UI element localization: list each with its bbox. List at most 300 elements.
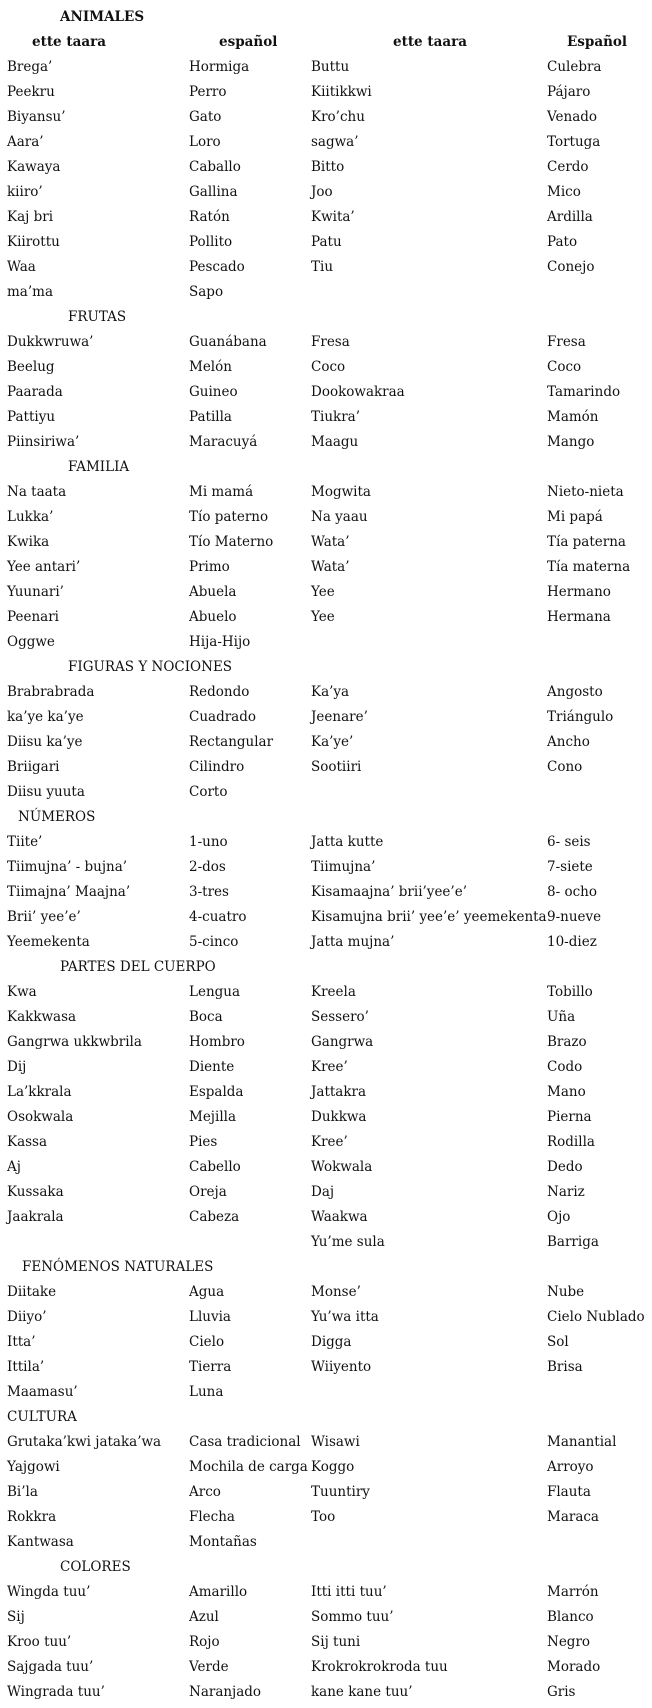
ette-taara-term: Oggwe bbox=[7, 634, 55, 650]
spanish-term: Gris bbox=[547, 1684, 576, 1700]
ette-taara-term: Waa bbox=[7, 259, 36, 275]
vocabulary-row bbox=[0, 1105, 652, 1130]
spanish-term: 10-diez bbox=[547, 934, 597, 950]
ette-taara-term: Gangrwa ukkwbrila bbox=[7, 1034, 142, 1050]
spanish-term: Mico bbox=[547, 184, 581, 200]
ette-taara-term: Gangrwa bbox=[311, 1034, 374, 1050]
ette-taara-term: Diisu yuuta bbox=[7, 784, 85, 800]
ette-taara-term: Piinsiriwa’ bbox=[7, 434, 80, 450]
section-title-row bbox=[0, 955, 652, 980]
spanish-term: Boca bbox=[189, 1009, 223, 1025]
spanish-term: Tobillo bbox=[547, 984, 593, 1000]
spanish-term: Tierra bbox=[189, 1359, 232, 1375]
spanish-term: Tamarindo bbox=[547, 384, 621, 400]
spanish-term: Hombro bbox=[189, 1034, 245, 1050]
ette-taara-term: Kiitikkwi bbox=[311, 84, 372, 100]
vocabulary-row bbox=[0, 1455, 652, 1480]
spanish-term: Tío Materno bbox=[189, 534, 274, 550]
section-title: CULTURA bbox=[7, 1409, 77, 1425]
vocabulary-row bbox=[0, 730, 652, 755]
spanish-term: Perro bbox=[189, 84, 227, 100]
section-title-row bbox=[0, 455, 652, 480]
vocabulary-row bbox=[0, 1205, 652, 1230]
spanish-term: Codo bbox=[547, 1059, 583, 1075]
ette-taara-term: Yuunari’ bbox=[7, 584, 64, 600]
spanish-term: Montañas bbox=[189, 1534, 257, 1550]
ette-taara-term: Yee bbox=[311, 609, 335, 625]
ette-taara-term: Brii’ yee’e’ bbox=[7, 909, 81, 925]
ette-taara-term: Tiu bbox=[311, 259, 334, 275]
spanish-term: Abuelo bbox=[189, 609, 237, 625]
vocabulary-row bbox=[0, 680, 652, 705]
ette-taara-term: Rokkra bbox=[7, 1509, 57, 1525]
vocabulary-row bbox=[0, 630, 652, 655]
section-title-row bbox=[0, 655, 652, 680]
spanish-term: Flauta bbox=[547, 1484, 591, 1500]
vocabulary-row bbox=[0, 1330, 652, 1355]
vocabulary-row bbox=[0, 1155, 652, 1180]
spanish-term: Venado bbox=[547, 109, 598, 125]
vocabulary-row bbox=[0, 1480, 652, 1505]
spanish-term: 6- seis bbox=[547, 834, 591, 850]
vocabulary-row bbox=[0, 1305, 652, 1330]
spanish-term: Brisa bbox=[547, 1359, 583, 1375]
ette-taara-term: Maagu bbox=[311, 434, 359, 450]
ette-taara-term: Daj bbox=[311, 1184, 335, 1200]
spanish-term: Ancho bbox=[547, 734, 590, 750]
ette-taara-term: Bi’la bbox=[7, 1484, 38, 1500]
ette-taara-term: Sommo tuu’ bbox=[311, 1609, 394, 1625]
ette-taara-term: Kantwasa bbox=[7, 1534, 74, 1550]
ette-taara-term: Wisawi bbox=[311, 1434, 360, 1450]
spanish-term: 4-cuatro bbox=[189, 909, 247, 925]
vocabulary-row bbox=[0, 230, 652, 255]
ette-taara-term: Wata’ bbox=[311, 559, 350, 575]
vocabulary-row bbox=[0, 1280, 652, 1305]
vocabulary-row bbox=[0, 405, 652, 430]
ette-taara-term: Dookowakraa bbox=[311, 384, 405, 400]
spanish-term: Morado bbox=[547, 1659, 601, 1675]
spanish-term: Primo bbox=[189, 559, 230, 575]
ette-taara-term: Jeenare’ bbox=[311, 709, 368, 725]
spanish-term: Arco bbox=[189, 1484, 221, 1500]
spanish-term: Flecha bbox=[189, 1509, 235, 1525]
vocabulary-row bbox=[0, 580, 652, 605]
spanish-term: Caballo bbox=[189, 159, 241, 175]
spanish-term: Naranjado bbox=[189, 1684, 262, 1700]
ette-taara-term: Na yaau bbox=[311, 509, 368, 525]
section-title: NÚMEROS bbox=[18, 809, 96, 825]
spanish-term: Oreja bbox=[189, 1184, 227, 1200]
ette-taara-term: Mogwita bbox=[311, 484, 371, 500]
ette-taara-term: Biyansu’ bbox=[7, 109, 66, 125]
spanish-term: Marrón bbox=[547, 1584, 599, 1600]
section-title: FAMILIA bbox=[68, 459, 130, 475]
vocabulary-row bbox=[0, 380, 652, 405]
spanish-term: Cielo Nublado bbox=[547, 1309, 645, 1325]
spanish-term: Uña bbox=[547, 1009, 576, 1025]
spanish-term: Barriga bbox=[547, 1234, 599, 1250]
section-title: FRUTAS bbox=[68, 309, 127, 325]
ette-taara-term: Itti itti tuu’ bbox=[311, 1584, 387, 1600]
ette-taara-term: Kussaka bbox=[7, 1184, 64, 1200]
spanish-term: Espalda bbox=[189, 1084, 244, 1100]
ette-taara-term: Itta’ bbox=[7, 1334, 36, 1350]
vocabulary-row bbox=[0, 880, 652, 905]
spanish-term: 1-uno bbox=[189, 834, 228, 850]
ette-taara-term: Sootiiri bbox=[311, 759, 362, 775]
ette-taara-term: Kakkwasa bbox=[7, 1009, 77, 1025]
ette-taara-term: Fresa bbox=[311, 334, 350, 350]
ette-taara-term: Peenari bbox=[7, 609, 59, 625]
ette-taara-term: Tiimujna’ - bujna’ bbox=[7, 859, 128, 875]
spanish-term: Cuadrado bbox=[189, 709, 256, 725]
spanish-term: Mamón bbox=[547, 409, 599, 425]
spanish-term: Melón bbox=[189, 359, 232, 375]
ette-taara-term: Peekru bbox=[7, 84, 55, 100]
ette-taara-term: Ittila’ bbox=[7, 1359, 45, 1375]
ette-taara-term: Kisamaajna’ brii’yee’e’ bbox=[311, 884, 467, 900]
spanish-term: Rodilla bbox=[547, 1134, 595, 1150]
ette-taara-term: Brega’ bbox=[7, 59, 53, 75]
vocabulary-row bbox=[0, 55, 652, 80]
vocabulary-row bbox=[0, 280, 652, 305]
ette-taara-term: sagwa’ bbox=[311, 134, 359, 150]
vocabulary-row bbox=[0, 1180, 652, 1205]
vocabulary-row bbox=[0, 1580, 652, 1605]
ette-taara-term: Koggo bbox=[311, 1459, 355, 1475]
vocabulary-row bbox=[0, 180, 652, 205]
ette-taara-term: Kwika bbox=[7, 534, 50, 550]
spanish-term: Cilindro bbox=[189, 759, 245, 775]
spanish-term: Tía materna bbox=[547, 559, 631, 575]
spanish-term: Maraca bbox=[547, 1509, 599, 1525]
ette-taara-term: Kreela bbox=[311, 984, 356, 1000]
spanish-term: Lengua bbox=[189, 984, 241, 1000]
ette-taara-term: Ka’ye’ bbox=[311, 734, 354, 750]
spanish-term: Manantial bbox=[547, 1434, 617, 1450]
spanish-term: Pollito bbox=[189, 234, 233, 250]
spanish-term: Guanábana bbox=[189, 334, 267, 350]
section-title-row bbox=[0, 1255, 652, 1280]
vocabulary-sections bbox=[0, 55, 652, 1705]
spanish-term: 8- ocho bbox=[547, 884, 597, 900]
spanish-term: Mano bbox=[547, 1084, 586, 1100]
ette-taara-term: Dij bbox=[7, 1059, 27, 1075]
ette-taara-term: Brabrabrada bbox=[7, 684, 95, 700]
vocabulary-row bbox=[0, 355, 652, 380]
spanish-term: Cerdo bbox=[547, 159, 589, 175]
ette-taara-term: Tiukra’ bbox=[311, 409, 360, 425]
ette-taara-term: Buttu bbox=[311, 59, 350, 75]
section-title: PARTES DEL CUERPO bbox=[60, 959, 216, 975]
spanish-term: Nieto-nieta bbox=[547, 484, 624, 500]
spanish-term: Cabello bbox=[189, 1159, 241, 1175]
spanish-term: 5-cinco bbox=[189, 934, 239, 950]
spanish-term: Loro bbox=[189, 134, 221, 150]
ette-taara-term: Diisu ka’ye bbox=[7, 734, 83, 750]
spanish-term: Corto bbox=[189, 784, 228, 800]
ette-taara-term: Ka’ya bbox=[311, 684, 350, 700]
ette-taara-term: Tiimajna’ Maajna’ bbox=[7, 884, 131, 900]
spanish-term: Tía paterna bbox=[547, 534, 626, 550]
spanish-term: Culebra bbox=[547, 59, 602, 75]
ette-taara-term: Aj bbox=[7, 1159, 21, 1175]
vocabulary-row bbox=[0, 205, 652, 230]
vocabulary-row bbox=[0, 155, 652, 180]
column-header-espanol-1: español bbox=[219, 34, 278, 50]
spanish-term: Rojo bbox=[189, 1634, 220, 1650]
vocabulary-row bbox=[0, 1130, 652, 1155]
vocabulary-row bbox=[0, 755, 652, 780]
spanish-term: Ojo bbox=[547, 1209, 571, 1225]
ette-taara-term: Digga bbox=[311, 1334, 352, 1350]
ette-taara-term: Tiite’ bbox=[7, 834, 43, 850]
ette-taara-term: Beelug bbox=[7, 359, 55, 375]
ette-taara-term: Aara’ bbox=[7, 134, 44, 150]
document-title: ANIMALES bbox=[60, 9, 145, 25]
ette-taara-term: Patu bbox=[311, 234, 342, 250]
vocabulary-row bbox=[0, 505, 652, 530]
ette-taara-term: Kaj bri bbox=[7, 209, 54, 225]
vocabulary-row bbox=[0, 1505, 652, 1530]
vocabulary-row bbox=[0, 1230, 652, 1255]
spanish-term: Lluvia bbox=[189, 1309, 231, 1325]
spanish-term: Redondo bbox=[189, 684, 250, 700]
section-title-row bbox=[0, 305, 652, 330]
ette-taara-term: Kassa bbox=[7, 1134, 48, 1150]
ette-taara-term: Jaakrala bbox=[7, 1209, 64, 1225]
vocabulary-row bbox=[0, 1680, 652, 1705]
ette-taara-term: Kwa bbox=[7, 984, 37, 1000]
spanish-term: Mi mamá bbox=[189, 484, 254, 500]
vocabulary-row bbox=[0, 780, 652, 805]
spanish-term: Pies bbox=[189, 1134, 218, 1150]
spanish-term: Azul bbox=[189, 1609, 219, 1625]
ette-taara-term: Tuuntiry bbox=[311, 1484, 370, 1500]
vocabulary-row bbox=[0, 705, 652, 730]
spanish-term: Mi papá bbox=[547, 509, 603, 525]
vocabulary-row bbox=[0, 480, 652, 505]
spanish-term: Hermana bbox=[547, 609, 611, 625]
ette-taara-term: Maamasu’ bbox=[7, 1384, 78, 1400]
ette-taara-term: Jatta mujna’ bbox=[311, 934, 395, 950]
ette-taara-term: Yee antari’ bbox=[7, 559, 81, 575]
spanish-term: Mejilla bbox=[189, 1109, 236, 1125]
vocabulary-row bbox=[0, 130, 652, 155]
spanish-term: Sol bbox=[547, 1334, 569, 1350]
spanish-term: Negro bbox=[547, 1634, 591, 1650]
spanish-term: Triángulo bbox=[547, 709, 614, 725]
vocabulary-row bbox=[0, 980, 652, 1005]
ette-taara-term: Kro’chu bbox=[311, 109, 365, 125]
ette-taara-term: Wiiyento bbox=[311, 1359, 372, 1375]
spanish-term: Patilla bbox=[189, 409, 232, 425]
ette-taara-term: Osokwala bbox=[7, 1109, 74, 1125]
spanish-term: Mochila de carga bbox=[189, 1459, 308, 1475]
spanish-term: Ratón bbox=[189, 209, 230, 225]
vocabulary-row bbox=[0, 1080, 652, 1105]
spanish-term: Abuela bbox=[189, 584, 237, 600]
column-header-espanol-2: Español bbox=[567, 34, 628, 50]
ette-taara-term: Yeemekenta bbox=[7, 934, 90, 950]
spanish-term: Pato bbox=[547, 234, 578, 250]
ette-taara-term: Na taata bbox=[7, 484, 67, 500]
spanish-term: Tío paterno bbox=[189, 509, 269, 525]
vocabulary-row bbox=[0, 1380, 652, 1405]
ette-taara-term: Yee bbox=[311, 584, 335, 600]
spanish-term: Mango bbox=[547, 434, 595, 450]
ette-taara-term: kane kane tuu’ bbox=[311, 1684, 413, 1700]
spanish-term: Verde bbox=[189, 1659, 229, 1675]
spanish-term: 7-siete bbox=[547, 859, 593, 875]
vocabulary-row bbox=[0, 1030, 652, 1055]
ette-taara-term: Kree’ bbox=[311, 1134, 348, 1150]
spanish-term: Hormiga bbox=[189, 59, 250, 75]
section-title-row bbox=[0, 1555, 652, 1580]
ette-taara-term: Wata’ bbox=[311, 534, 350, 550]
ette-taara-term: Jattakra bbox=[311, 1084, 367, 1100]
vocabulary-row bbox=[0, 80, 652, 105]
spanish-term: Blanco bbox=[547, 1609, 594, 1625]
spanish-term: Tortuga bbox=[547, 134, 601, 150]
column-header-row bbox=[0, 30, 652, 55]
ette-taara-term: ka’ye ka’ye bbox=[7, 709, 84, 725]
ette-taara-term: Waakwa bbox=[311, 1209, 368, 1225]
ette-taara-term: Tiimujna’ bbox=[311, 859, 376, 875]
ette-taara-term: Too bbox=[311, 1509, 336, 1525]
ette-taara-term: Sessero’ bbox=[311, 1009, 369, 1025]
vocabulary-row bbox=[0, 1630, 652, 1655]
spanish-term: Arroyo bbox=[547, 1459, 594, 1475]
ette-taara-term: Kwita’ bbox=[311, 209, 355, 225]
vocabulary-row bbox=[0, 1605, 652, 1630]
spanish-term: Amarillo bbox=[189, 1584, 248, 1600]
ette-taara-term: kiiro’ bbox=[7, 184, 43, 200]
vocabulary-row bbox=[0, 255, 652, 280]
ette-taara-term: Sij bbox=[7, 1609, 25, 1625]
spanish-term: Sapo bbox=[189, 284, 224, 300]
spanish-term: Guineo bbox=[189, 384, 238, 400]
column-header-ette-taara-1: ette taara bbox=[32, 34, 106, 50]
spanish-term: Coco bbox=[547, 359, 582, 375]
vocabulary-row bbox=[0, 855, 652, 880]
column-header-ette-taara-2: ette taara bbox=[393, 34, 467, 50]
ette-taara-term: Jatta kutte bbox=[311, 834, 384, 850]
spanish-term: Gato bbox=[189, 109, 222, 125]
spanish-term: Agua bbox=[189, 1284, 225, 1300]
vocabulary-row bbox=[0, 1055, 652, 1080]
spanish-term: Hija-Hijo bbox=[189, 634, 251, 650]
ette-taara-term: Bitto bbox=[311, 159, 345, 175]
section-title: FIGURAS Y NOCIONES bbox=[68, 659, 233, 675]
spanish-term: Angosto bbox=[547, 684, 603, 700]
spanish-term: Hermano bbox=[547, 584, 611, 600]
section-title-row bbox=[0, 1405, 652, 1430]
section-title-row bbox=[0, 805, 652, 830]
vocabulary-row bbox=[0, 1430, 652, 1455]
vocabulary-row bbox=[0, 830, 652, 855]
ette-taara-term: Wingda tuu’ bbox=[7, 1584, 91, 1600]
vocabulary-row bbox=[0, 555, 652, 580]
vocabulary-row bbox=[0, 1530, 652, 1555]
spanish-term: 9-nueve bbox=[547, 909, 602, 925]
ette-taara-term: Diiyo’ bbox=[7, 1309, 47, 1325]
spanish-term: Brazo bbox=[547, 1034, 587, 1050]
ette-taara-term: Monse’ bbox=[311, 1284, 361, 1300]
vocabulary-row bbox=[0, 430, 652, 455]
spanish-term: Cabeza bbox=[189, 1209, 240, 1225]
spanish-term: Ardilla bbox=[547, 209, 593, 225]
ette-taara-term: Yajgowi bbox=[7, 1459, 60, 1475]
vocabulary-row bbox=[0, 1355, 652, 1380]
spanish-term: Nube bbox=[547, 1284, 585, 1300]
spanish-term: Cono bbox=[547, 759, 583, 775]
ette-taara-term: Briigari bbox=[7, 759, 60, 775]
ette-taara-term: Pattiyu bbox=[7, 409, 56, 425]
spanish-term: Diente bbox=[189, 1059, 235, 1075]
vocabulary-row bbox=[0, 905, 652, 930]
ette-taara-term: Sajgada tuu’ bbox=[7, 1659, 94, 1675]
ette-taara-term: Kisamujna brii’ yee’e’ yeemekenta bbox=[311, 909, 547, 925]
spanish-term: Pierna bbox=[547, 1109, 592, 1125]
ette-taara-term: Yu’me sula bbox=[311, 1234, 385, 1250]
ette-taara-term: Krokrokrokroda tuu bbox=[311, 1659, 448, 1675]
spanish-term: Conejo bbox=[547, 259, 595, 275]
section-title: FENÓMENOS NATURALES bbox=[22, 1259, 214, 1275]
ette-taara-term: Paarada bbox=[7, 384, 63, 400]
ette-taara-term: Kroo tuu’ bbox=[7, 1634, 72, 1650]
ette-taara-term: La’kkrala bbox=[7, 1084, 72, 1100]
ette-taara-term: Coco bbox=[311, 359, 346, 375]
ette-taara-term: Dukkwa bbox=[311, 1109, 367, 1125]
ette-taara-term: Kree’ bbox=[311, 1059, 348, 1075]
spanish-term: Maracuyá bbox=[189, 434, 258, 450]
ette-taara-term: Joo bbox=[311, 184, 333, 200]
spanish-term: Nariz bbox=[547, 1184, 585, 1200]
spanish-term: 3-tres bbox=[189, 884, 229, 900]
ette-taara-term: Kiirottu bbox=[7, 234, 60, 250]
spanish-term: Cielo bbox=[189, 1334, 225, 1350]
vocabulary-row bbox=[0, 1005, 652, 1030]
vocabulary-row bbox=[0, 105, 652, 130]
spanish-term: Pescado bbox=[189, 259, 245, 275]
ette-taara-term: Diitake bbox=[7, 1284, 57, 1300]
ette-taara-term: Dukkwruwa’ bbox=[7, 334, 94, 350]
spanish-term: Luna bbox=[189, 1384, 224, 1400]
vocabulary-row bbox=[0, 1655, 652, 1680]
vocabulary-row bbox=[0, 605, 652, 630]
spanish-term: Dedo bbox=[547, 1159, 583, 1175]
section-title: COLORES bbox=[60, 1559, 131, 1575]
ette-taara-term: ma’ma bbox=[7, 284, 53, 300]
spanish-term: Rectangular bbox=[189, 734, 274, 750]
ette-taara-term: Wokwala bbox=[311, 1159, 373, 1175]
spanish-term: Casa tradicional bbox=[189, 1434, 301, 1450]
ette-taara-term: Grutaka’kwi jataka’wa bbox=[7, 1434, 162, 1450]
ette-taara-term: Yu’wa itta bbox=[311, 1309, 379, 1325]
spanish-term: Gallina bbox=[189, 184, 238, 200]
document-title-row bbox=[0, 0, 652, 30]
ette-taara-term: Wingrada tuu’ bbox=[7, 1684, 105, 1700]
vocabulary-row bbox=[0, 330, 652, 355]
ette-taara-term: Kawaya bbox=[7, 159, 61, 175]
spanish-term: Fresa bbox=[547, 334, 586, 350]
vocabulary-row bbox=[0, 530, 652, 555]
vocabulary-row bbox=[0, 930, 652, 955]
ette-taara-term: Sij tuni bbox=[311, 1634, 361, 1650]
ette-taara-term: Lukka’ bbox=[7, 509, 54, 525]
